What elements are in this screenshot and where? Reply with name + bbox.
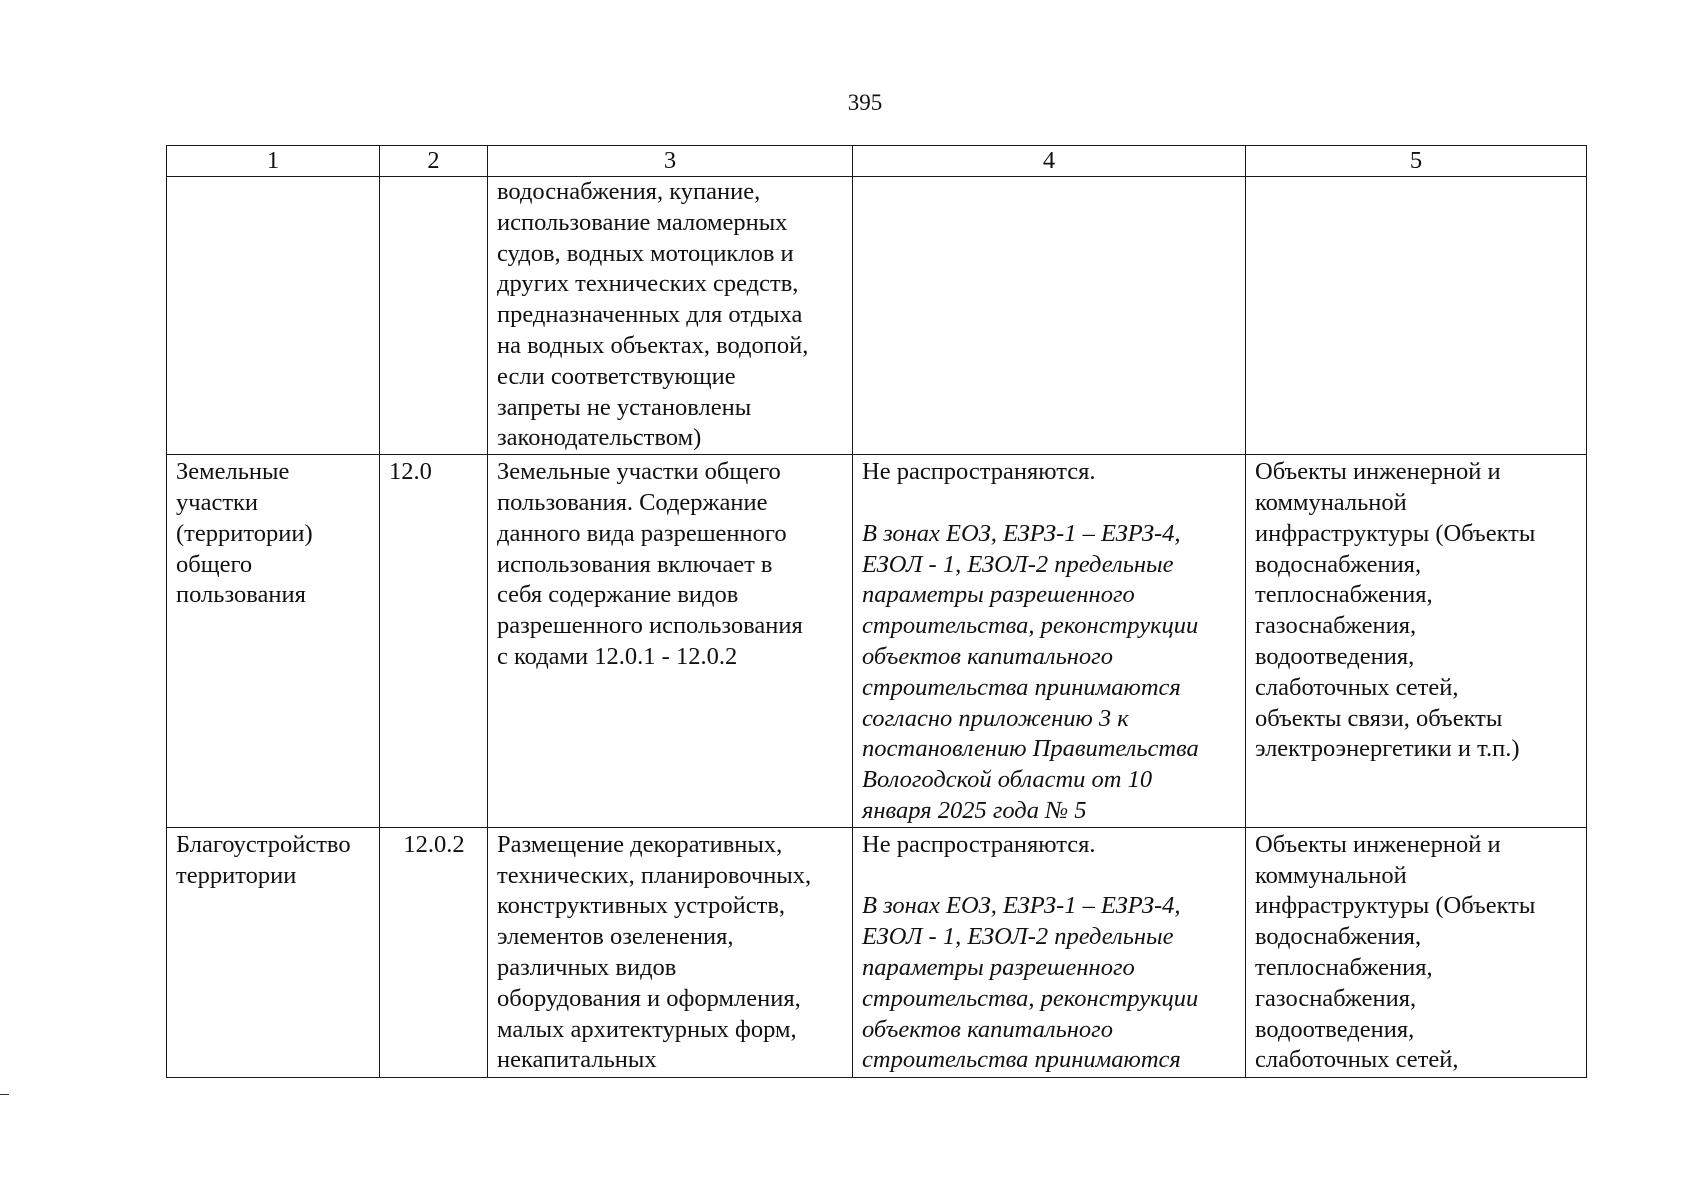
- page-number: 395: [847, 90, 883, 115]
- column-header-3: 3: [488, 146, 853, 177]
- column-header-1: 1: [167, 146, 380, 177]
- column-header-5: 5: [1246, 146, 1587, 177]
- cell-code: [380, 177, 488, 455]
- cell-description: Размещение декоративных, технических, планировочных, конструктивных устройств, элементов озеленения, различных видов оборудования и оформления, малых архитектурных форм, некапитальных: [488, 827, 853, 1077]
- cell-description: водоснабжения, купание, использование маломерных судов, водных мотоциклов и других технических средств, предназначенных для отдыха на водных объектах, водопой, если соответствующие запреты не установлены законодательством): [488, 177, 853, 455]
- column-header-4: 4: [853, 146, 1246, 177]
- cell-objects: [1246, 177, 1587, 455]
- table-row: [167, 827, 1587, 1077]
- parameters-text: В зонах ЕОЗ, ЕЗРЗ-1 – ЕЗРЗ-4, ЕЗОЛ - 1, ЕЗОЛ-2 предельные параметры разрешенного строительства, реконструкции объектов капитального строительства принимаются согласно приложению 3 к постановлению Правительства Вологодской области от 10 января 2025 года № 5: [862, 519, 1199, 824]
- parameters-intro: Не распространяются.: [862, 458, 1096, 486]
- table-row: [167, 455, 1587, 828]
- cell-code: 12.0: [380, 455, 488, 828]
- regulations-table: [166, 145, 1587, 1078]
- parameters-intro: Не распространяются.: [862, 830, 1096, 858]
- cell-objects: Объекты инженерной и коммунальной инфраструктуры (Объекты водоснабжения, теплоснабжения, газоснабжения, водоотведения, слаботочных сетей, объекты связи, объекты электроэнергетики и т.п.): [1246, 455, 1587, 828]
- cell-description: Земельные участки общего пользования. Содержание данного вида разрешенного использования включает в себя содержание видов разрешенного использования с кодами 12.0.1 - 12.0.2: [488, 455, 853, 828]
- parameters-text: В зонах ЕОЗ, ЕЗРЗ-1 – ЕЗРЗ-4, ЕЗОЛ - 1, ЕЗОЛ-2 предельные параметры разрешенного строительства, реконструкции объектов капитального строительства принимаются: [862, 892, 1199, 1074]
- table-row: [167, 177, 1587, 455]
- cell-parameters: [853, 827, 1246, 1077]
- cell-objects: Объекты инженерной и коммунальной инфраструктуры (Объекты водоснабжения, теплоснабжения, газоснабжения, водоотведения, слаботочных сетей,: [1246, 827, 1587, 1077]
- cell-name: Благоустройство территории: [167, 827, 380, 1077]
- cell-code: 12.0.2: [380, 827, 488, 1077]
- margin-dash: [0, 1094, 9, 1095]
- cell-parameters: [853, 455, 1246, 828]
- column-header-2: 2: [380, 146, 488, 177]
- cell-parameters: [853, 177, 1246, 455]
- cell-name: Земельные участки (территории) общего пользования: [167, 455, 380, 828]
- table-header-row: [167, 146, 1587, 177]
- cell-name: [167, 177, 380, 455]
